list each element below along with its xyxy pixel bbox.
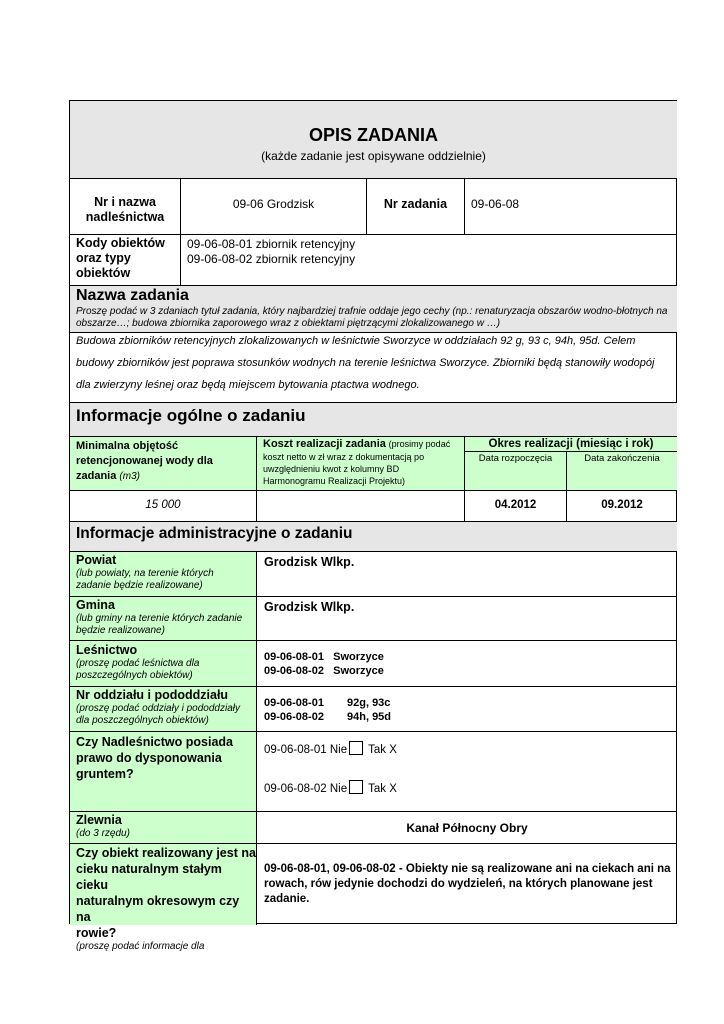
oddzial-1-code: 09-06-08-01 [264, 697, 324, 709]
kody-label-2: oraz typy [76, 251, 131, 265]
koszt-label-cell [257, 437, 465, 491]
gmina-value-cell [257, 597, 677, 641]
koszt-note-3: uwzględnieniu kwot z kolumny BD [263, 464, 400, 474]
prawo-label-1: Czy Nadleśnictwo posiada [76, 735, 233, 749]
min-volume-label-1: Minimalna objętość [76, 440, 179, 452]
volume-value-cell [70, 491, 257, 522]
prawo-label-3: gruntem? [76, 767, 134, 781]
prawo-2-tak: Tak X [368, 783, 397, 795]
powiat-value: Grodzisk Wlkp. [264, 555, 355, 569]
prawo-label-cell [70, 732, 257, 812]
info-admin-header [70, 522, 677, 552]
gmina-note-1: (lub gminy na terenie których zadanie [76, 613, 243, 624]
cieki-label-cell [70, 844, 257, 952]
lesnictwo-2-code: 09-06-08-02 [264, 665, 324, 677]
lesnictwo-row-1 [264, 650, 677, 664]
nazwa-instruction-2: obszarze…; budowa zbiornika zaporowego wraz z obiektami piętrzącymi zlokalizowanego w …) [76, 318, 501, 329]
task-description-form [69, 100, 677, 952]
info-general-heading: Informacje ogólne o zadaniu [76, 406, 306, 425]
lesnictwo-1-code: 09-06-08-01 [264, 651, 324, 663]
form-title: OPIS ZADANIA [308, 125, 438, 145]
oddzial-label: Nr oddziału i pododdziału [76, 688, 229, 702]
prawo-1-code: 09-06-08-01 [264, 744, 327, 756]
oddzial-2-value: 94h, 95d [347, 711, 392, 723]
start-date-label-cell [465, 452, 567, 491]
form-subtitle: (każde zadanie jest opisywane oddzielnie) [261, 149, 486, 163]
oddzial-note-2: dla poszczególnych obiektów) [76, 715, 209, 726]
oddzial-label-cell [70, 687, 257, 732]
koszt-note-2: koszt netto w zł wraz z dokumentacją po [263, 452, 425, 462]
prawo-row-1 [264, 741, 397, 756]
min-volume-label-cell [70, 437, 257, 491]
kody-label-3: obiektów [76, 266, 131, 280]
lesnictwo-note-2: poszczególnych obiektów) [76, 670, 193, 681]
start-value-cell [465, 491, 567, 522]
description-line-1: Budowa zbiorników retencyjnych zlokalizowanych w leśnictwie Sworzyce w oddziałach 92 g, 93 c, 94h, 95d. Celem [76, 335, 636, 347]
okres-label-cell [465, 437, 677, 452]
nazwa-zadania-description [70, 333, 677, 403]
end-value-cell [567, 491, 677, 522]
koszt-label: Koszt realizacji zadania [263, 438, 386, 450]
oddzial-1-value: 92g, 93c [347, 697, 391, 709]
prawo-1-checkbox[interactable] [349, 741, 363, 755]
lesnictwo-value-cell [257, 641, 677, 687]
nr-zadania-value: 09-06-08 [471, 197, 520, 211]
volume-value: 15 000 [145, 499, 181, 511]
powiat-label-cell [70, 552, 257, 597]
koszt-note-4: Harmonogramu Realizacji Projektu) [263, 476, 406, 486]
nazwa-instruction-1: Proszę podać w 3 zdaniach tytuł zadania, który najbardziej trafnie oddaje jego cechy (np.: renaturyzacja obszarów wodno-błotnych na [76, 306, 668, 317]
cieki-value-cell [257, 844, 677, 925]
powiat-note-2: zadanie będzie realizowane) [76, 580, 203, 591]
end-date-label-cell [567, 452, 677, 491]
prawo-1-nie: Nie [329, 744, 348, 756]
cieki-label-1: Czy obiekt realizowany jest na [76, 846, 256, 860]
powiat-note-1: (lub powiaty, na terenie których [76, 568, 214, 579]
gmina-note-2: będzie realizowane) [76, 625, 165, 636]
lesnictwo-1-name: Sworzyce [333, 651, 384, 663]
zlewnia-note: (do 3 rzędu) [76, 828, 130, 839]
prawo-2-code: 09-06-08-02 [264, 783, 327, 795]
nadlesnictwo-label-cell [70, 179, 181, 235]
nadlesnictwo-label-2: nadleśnictwa [85, 210, 165, 224]
gmina-label: Gmina [76, 598, 115, 612]
prawo-2-checkbox[interactable] [349, 780, 363, 794]
okres-label: Okres realizacji (miesiąc i rok) [488, 438, 654, 450]
info-general-header [70, 403, 677, 437]
nr-zadania-label-cell [367, 179, 465, 235]
cieki-value-2: rowach, rów jedynie dochodzi do wydzieleń, na których planowane jest [264, 878, 653, 890]
oddzial-value-cell [257, 687, 677, 732]
lesnictwo-note-1: (proszę podać leśnictwa dla [76, 658, 200, 669]
koszt-note-1: (prosimy podać [388, 439, 451, 449]
lesnictwo-row-2 [264, 664, 677, 678]
nadlesnictwo-value-cell [181, 179, 367, 235]
min-volume-label-3: zadania [76, 470, 117, 482]
min-volume-label-2: retencjonowanej wody dla [76, 455, 213, 467]
prawo-row-2 [264, 780, 397, 795]
zlewnia-value-cell [257, 812, 677, 844]
start-value: 04.2012 [494, 499, 537, 511]
prawo-1-tak: Tak X [368, 744, 397, 756]
cieki-label-3: naturalnym okresowym czy na [76, 894, 240, 924]
kody-label-1: Kody obiektów [76, 236, 165, 250]
kody-line-1: 09-06-08-01 zbiornik retencyjny [187, 237, 356, 251]
prawo-label-2: prawo do dysponowania [76, 751, 222, 765]
gmina-value: Grodzisk Wlkp. [264, 600, 355, 614]
nadlesnictwo-value: 09-06 Grodzisk [232, 197, 315, 211]
min-volume-unit: (m3) [119, 471, 140, 482]
description-line-2: budowy zbiorników jest poprawa stosunków wodnych na terenie leśnictwa Sworzyce. Zbiorniki będą stanowiły wodopój [76, 357, 655, 369]
kody-value-cell [181, 235, 677, 286]
nr-zadania-label: Nr zadania [383, 197, 448, 211]
zlewnia-label-cell [70, 812, 257, 844]
gmina-label-cell [70, 597, 257, 641]
end-value: 09.2012 [601, 499, 643, 511]
start-date-label: Data rozpoczęcia [478, 453, 553, 464]
cieki-value-3: zadanie. [264, 893, 310, 905]
cieki-label-2: cieku naturalnym stałym cieku [76, 862, 222, 892]
form-header [70, 101, 677, 179]
powiat-label: Powiat [76, 553, 117, 567]
cieki-note: (proszę podać informacje dla [76, 941, 205, 952]
oddzial-note-1: (proszę podać oddziały i pododdziały [76, 703, 240, 714]
cost-value-cell [257, 491, 465, 522]
lesnictwo-label: Leśnictwo [76, 643, 138, 657]
nazwa-zadania-heading: Nazwa zadania [76, 287, 189, 304]
zlewnia-label: Zlewnia [76, 813, 122, 827]
kody-label-cell [70, 235, 181, 286]
description-line-3: dla zwierzyny leśnej oraz będą miejscem bytowania ptactwa wodnego. [76, 379, 420, 391]
cieki-value-1: 09-06-08-01, 09-06-08-02 - Obiekty nie są realizowane ani na ciekach ani na [264, 863, 671, 875]
powiat-value-cell [257, 552, 677, 597]
zlewnia-value: Kanał Północny Obry [406, 821, 528, 835]
nr-zadania-value-cell [465, 179, 677, 235]
oddzial-2-code: 09-06-08-02 [264, 711, 324, 723]
nadlesnictwo-label-1: Nr i nazwa [94, 195, 156, 209]
cieki-label-4: rowie? [76, 926, 117, 940]
kody-line-2: 09-06-08-02 zbiornik retencyjny [187, 252, 356, 266]
nazwa-zadania-header [70, 286, 677, 333]
end-date-label: Data zakończenia [584, 453, 660, 464]
prawo-value-cell [257, 732, 677, 812]
lesnictwo-2-name: Sworzyce [333, 665, 384, 677]
prawo-2-nie: Nie [329, 783, 348, 795]
lesnictwo-label-cell [70, 641, 257, 687]
info-admin-heading: Informacje administracyjne o zadaniu [76, 525, 353, 542]
